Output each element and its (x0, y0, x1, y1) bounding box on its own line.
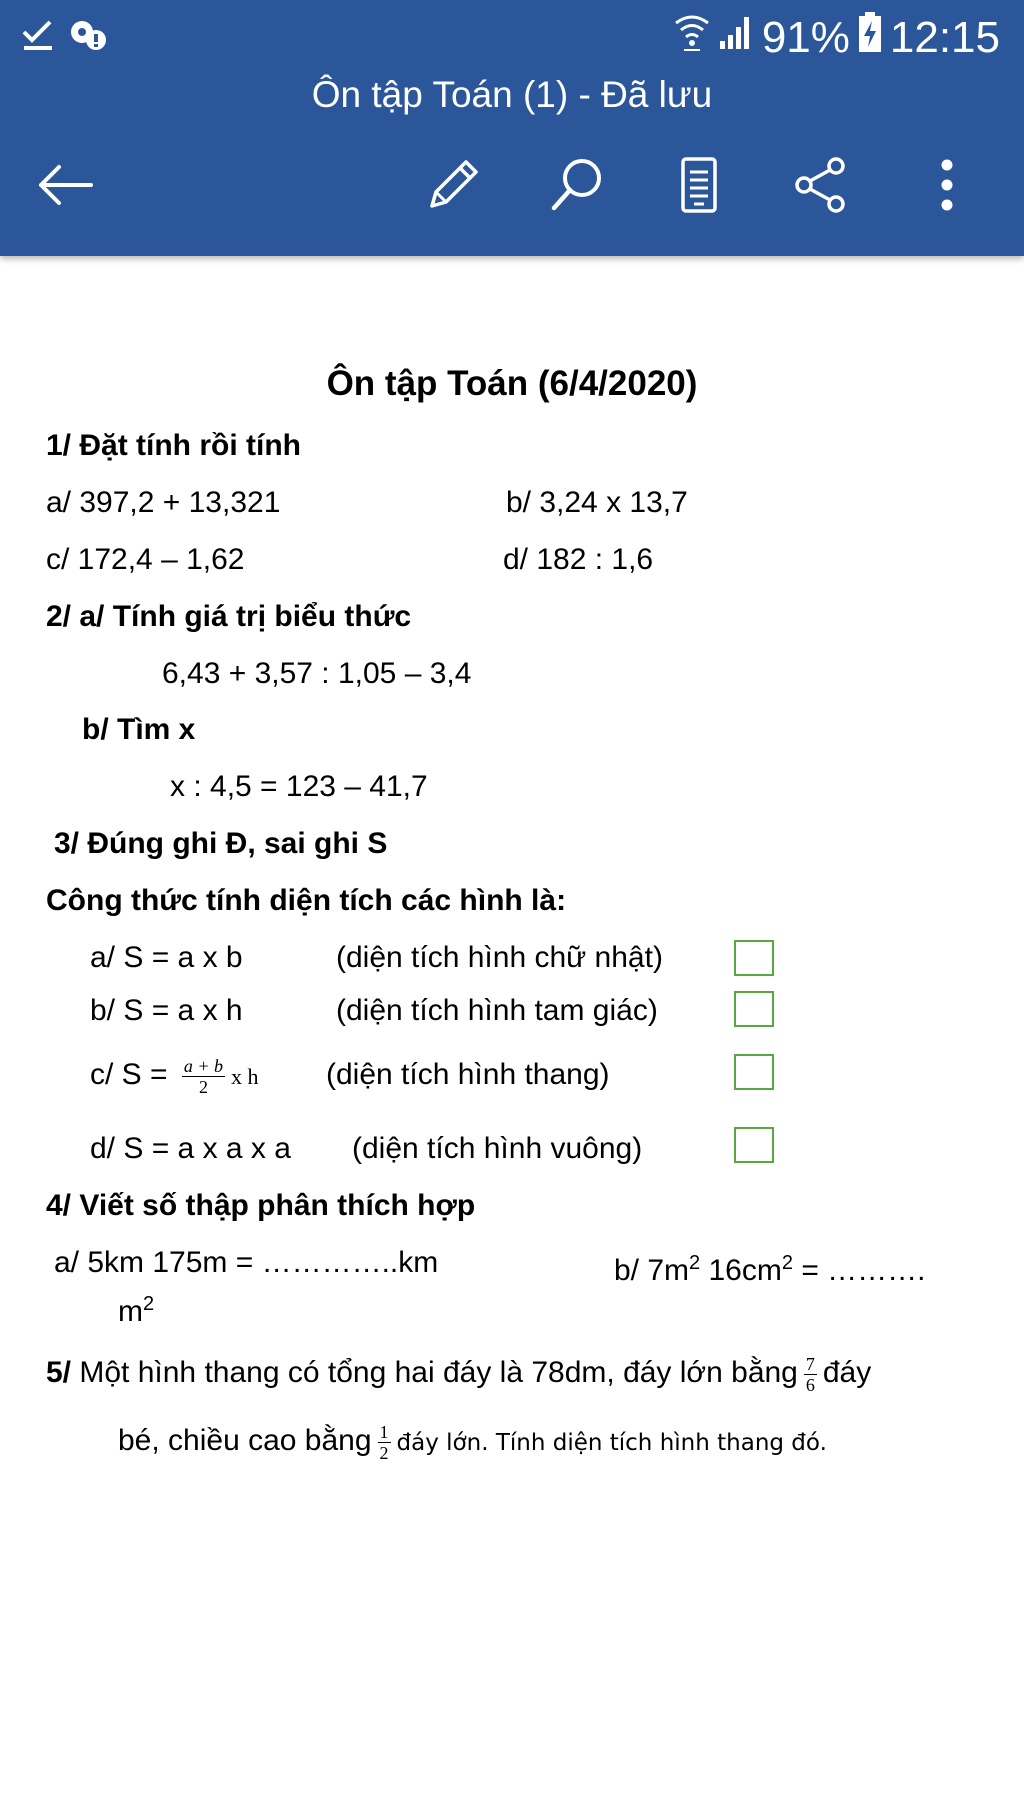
arrow-back-icon (35, 163, 95, 212)
search-icon (548, 156, 606, 219)
q3-formula-c-fraction (182, 1056, 225, 1097)
q3-formula-c-prefix: c/ S = (90, 1058, 176, 1091)
sync-settings-icon (68, 18, 108, 59)
q3-formula-c-suffix: x h (231, 1064, 259, 1089)
q3-formula-c (90, 1050, 259, 1100)
q3-frac-num: a + b (183, 1055, 224, 1076)
q5-line2 (118, 1416, 827, 1466)
search-button[interactable] (542, 152, 612, 222)
status-bar (0, 0, 1024, 76)
q1-item-b: b/ 3,24 x 13,7 (506, 486, 688, 519)
q4-b-sup1: 2 (689, 1252, 701, 1274)
status-indicators (674, 8, 1000, 68)
q4-heading: 4/ Viết số thập phân thích hợp (46, 1189, 476, 1222)
q1-item-d: d/ 182 : 1,6 (503, 543, 654, 576)
q4-b-unit: m (118, 1295, 143, 1328)
signal-icon (718, 13, 754, 64)
mobile-view-button[interactable] (664, 152, 734, 222)
pencil-icon (424, 156, 482, 219)
document-page[interactable] (0, 256, 1024, 1820)
q5-line1 (46, 1348, 871, 1398)
share-button[interactable] (786, 152, 856, 222)
document-title-header: Ôn tập Toán (1) - Đã lưu (311, 74, 713, 115)
q2-expression: 6,43 + 3,57 : 1,05 – 3,4 (162, 657, 472, 690)
q3-checkbox-c-b[interactable] (734, 991, 774, 1027)
q5-frac1-num: 7 (805, 1353, 815, 1374)
q4-item-a: a/ 5km 175m = …………..km (54, 1246, 439, 1279)
download-done-icon (20, 18, 56, 59)
q3-heading: 3/ Đúng ghi Đ, sai ghi S (54, 827, 388, 860)
q5-text2-end: đáy lớn. Tính diện tích hình thang đó. (396, 1430, 827, 1456)
q3-formula-b: b/ S = a x h (90, 994, 243, 1027)
q5-text1: Một hình thang có tổng hai đáy là 78dm, đáy lớn bằng (79, 1356, 798, 1389)
clock: 12:15 (889, 13, 1000, 62)
q3-desc-a: (diện tích hình chữ nhật) (336, 941, 663, 974)
more-options-button[interactable] (912, 152, 982, 222)
q3-desc-c: (diện tích hình thang) (326, 1058, 610, 1091)
q4-b-suffix: = ………. (792, 1254, 926, 1287)
more-vert-icon (937, 157, 957, 218)
q1-item-a: a/ 397,2 + 13,321 (46, 486, 281, 519)
q5-frac1-den: 6 (805, 1374, 815, 1395)
app-bar (0, 0, 1024, 256)
edit-button[interactable] (418, 152, 488, 222)
q3-checkbox-c[interactable] (734, 1054, 774, 1090)
q2-b-heading: b/ Tìm x (82, 713, 196, 746)
q3-frac-den: 2 (198, 1076, 208, 1097)
q5-fraction-2 (378, 1422, 391, 1463)
q3-formula-a: a/ S = a x b (90, 941, 243, 974)
q4-b-unit-sup: 2 (143, 1293, 155, 1315)
q4-item-b (614, 1245, 926, 1289)
q5-label: 5/ (46, 1356, 72, 1389)
q4-item-b-unit (118, 1286, 154, 1330)
q5-text2: bé, chiều cao bằng (118, 1424, 372, 1457)
q4-b-prefix: b/ 7m (614, 1254, 690, 1287)
q5-fraction-1 (804, 1354, 817, 1395)
wifi-icon (674, 13, 710, 64)
q4-b-mid: 16cm (700, 1254, 782, 1287)
q5-frac2-den: 2 (379, 1442, 389, 1463)
q3-desc-d: (diện tích hình vuông) (352, 1132, 643, 1165)
mobile-view-icon (677, 156, 721, 219)
q3-checkbox-a[interactable] (734, 940, 774, 976)
q5-frac2-num: 1 (379, 1421, 389, 1442)
q3-checkbox-d[interactable] (734, 1127, 774, 1163)
battery-percent: 91% (761, 13, 850, 62)
q3-subheading: Công thức tính diện tích các hình là: (46, 884, 567, 917)
q2-heading: 2/ a/ Tính giá trị biểu thức (46, 600, 412, 633)
share-icon (792, 156, 850, 219)
q1-heading: 1/ Đặt tính rồi tính (46, 429, 301, 462)
q1-item-c: c/ 172,4 – 1,62 (46, 543, 245, 576)
back-button[interactable] (30, 152, 100, 222)
q2-equation: x : 4,5 = 123 – 41,7 (170, 770, 428, 803)
battery-charging-icon (858, 12, 882, 65)
q5-text1-end: đáy (822, 1356, 872, 1389)
document-heading: Ôn tập Toán (6/4/2020) (326, 364, 698, 403)
q3-desc-b: (diện tích hình tam giác) (336, 994, 658, 1027)
q3-formula-d: d/ S = a x a x a (90, 1132, 291, 1165)
q4-b-sup2: 2 (781, 1252, 793, 1274)
